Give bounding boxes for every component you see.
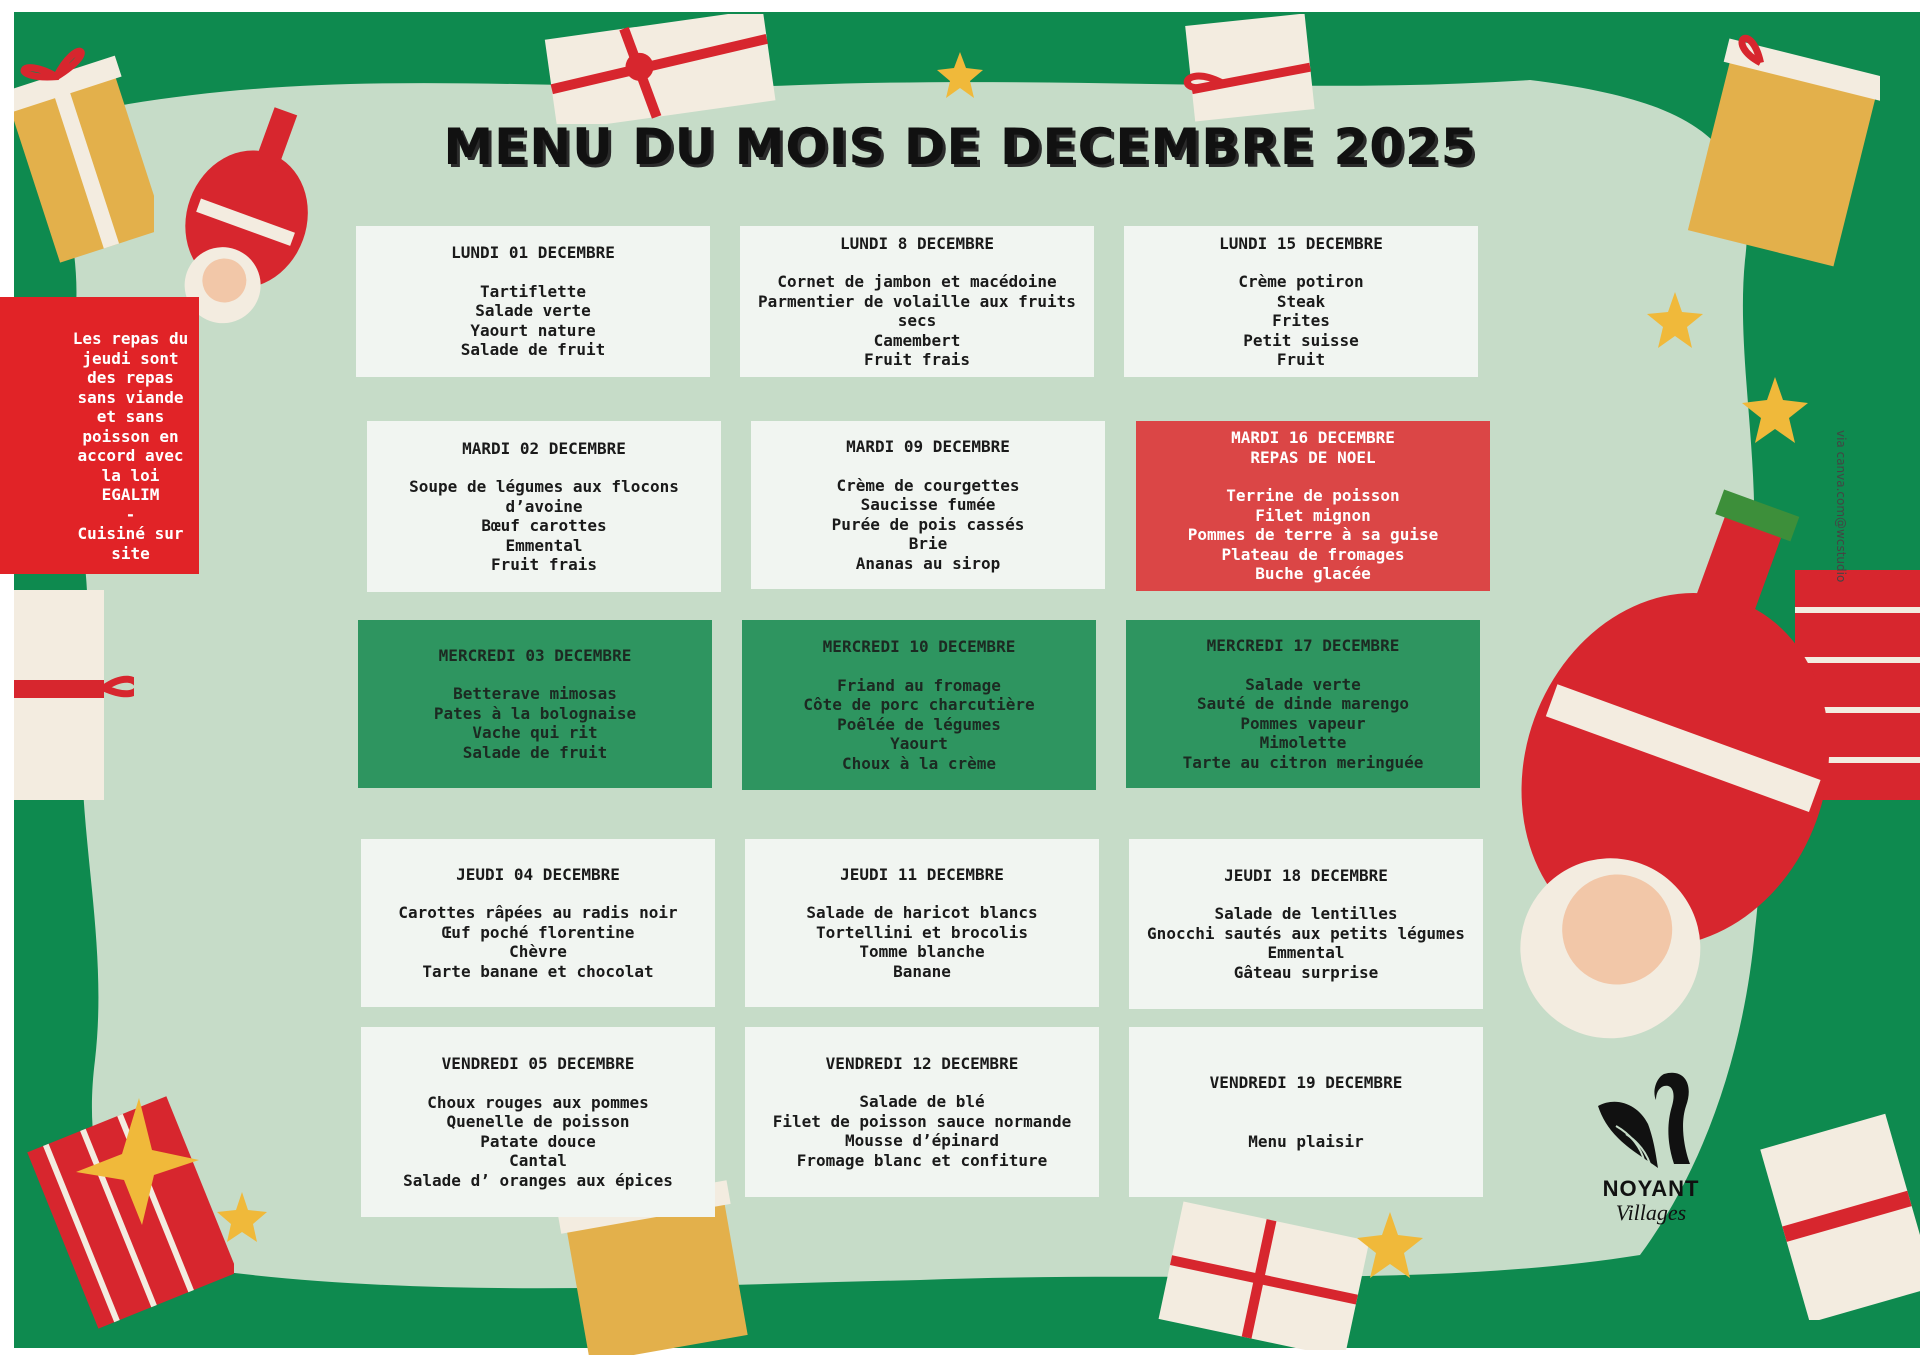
menu-item: Friand au fromage bbox=[837, 675, 1001, 695]
logo-subtitle: Villages bbox=[1615, 1200, 1687, 1225]
menu-item: Filet mignon bbox=[1255, 505, 1371, 525]
card-heading: MERCREDI 10 DECEMBRE bbox=[822, 637, 1016, 656]
menu-item: Betterave mimosas bbox=[453, 684, 617, 704]
menu-item: Quenelle de poisson bbox=[446, 1112, 630, 1131]
menu-item: Salade de fruit bbox=[460, 340, 606, 360]
menu-item: Yaourt bbox=[890, 734, 948, 753]
menu-item: Petit suisse bbox=[1243, 330, 1359, 350]
menu-item: Gâteau surprise bbox=[1233, 962, 1379, 982]
image-credit: via canva.com@wcstudio bbox=[1834, 430, 1848, 583]
menu-item: Brie bbox=[908, 534, 948, 553]
menu-item: Vache qui rit bbox=[472, 723, 598, 743]
logo-name: NOYANT bbox=[1602, 1176, 1700, 1201]
card-heading: MARDI 02 DECEMBRE bbox=[462, 438, 626, 458]
card-heading: MARDI 09 DECEMBRE bbox=[846, 437, 1010, 456]
menu-item: Crème de courgettes bbox=[836, 475, 1020, 495]
card-vendredi-19 bbox=[1129, 1027, 1483, 1197]
star-right-upper bbox=[1645, 290, 1705, 350]
card-heading: VENDREDI 05 DECEMBRE bbox=[441, 1054, 635, 1073]
note-line: des repas bbox=[87, 368, 174, 387]
star-bottom-right bbox=[1355, 1210, 1425, 1280]
note-line: poisson en bbox=[82, 426, 179, 446]
card-mardi-16-christmas bbox=[1136, 421, 1490, 591]
menu-item: Soupe de légumes aux flocons d’avoine bbox=[409, 477, 679, 516]
gift-top-right-small bbox=[1160, 14, 1330, 124]
menu-item: Pommes de terre à sa guise bbox=[1187, 525, 1439, 545]
menu-item: Chèvre bbox=[509, 942, 567, 962]
menu-item: Salade d’ oranges aux épices bbox=[403, 1170, 673, 1190]
noyant-villages-logo bbox=[1586, 1060, 1716, 1240]
note-line: - bbox=[125, 504, 136, 524]
menu-item: Emmental bbox=[1267, 943, 1345, 963]
card-heading: VENDREDI 12 DECEMBRE bbox=[825, 1053, 1019, 1073]
star-top-center bbox=[935, 50, 985, 100]
menu-item: Poêlée de légumes bbox=[837, 714, 1001, 734]
menu-item: Choux rouges aux pommes bbox=[427, 1092, 649, 1112]
card-mercredi-10 bbox=[742, 620, 1096, 790]
menu-item: Salade de lentilles bbox=[1214, 904, 1398, 924]
menu-item: Crème potiron bbox=[1238, 272, 1364, 291]
menu-item: Purée de pois cassés bbox=[831, 514, 1025, 534]
menu-item: Tortellini et brocolis bbox=[816, 922, 1028, 942]
menu-item: Bœuf carottes bbox=[481, 516, 607, 535]
card-jeudi-04 bbox=[361, 839, 715, 1007]
menu-item: Fruit frais bbox=[864, 350, 970, 369]
gift-left-middle bbox=[14, 580, 134, 810]
card-jeudi-11 bbox=[745, 839, 1099, 1007]
card-heading: LUNDI 01 DECEMBRE bbox=[451, 243, 615, 263]
menu-item: Fruit frais bbox=[491, 555, 597, 574]
menu-item: Parmentier de volaille aux fruits secs bbox=[758, 291, 1076, 330]
card-heading: LUNDI 15 DECEMBRE bbox=[1219, 233, 1383, 253]
menu-item: Mousse d’épinard bbox=[844, 1131, 1000, 1151]
gift-top-center bbox=[540, 14, 780, 124]
card-mardi-09 bbox=[751, 421, 1105, 589]
card-mercredi-17 bbox=[1126, 620, 1480, 788]
card-jeudi-18 bbox=[1129, 839, 1483, 1009]
card-heading: JEUDI 04 DECEMBRE bbox=[456, 864, 620, 884]
menu-item: Salade de fruit bbox=[462, 742, 608, 762]
menu-item: Salade verte bbox=[475, 301, 591, 321]
card-mardi-02 bbox=[367, 421, 721, 592]
menu-item: Saucisse fumée bbox=[860, 495, 996, 514]
menu-item: Terrine de poisson bbox=[1226, 486, 1400, 506]
page-title: MENU DU MOIS DE DECEMBRE 2025 bbox=[443, 118, 1477, 176]
card-mercredi-03 bbox=[358, 620, 712, 788]
note-line: site bbox=[111, 543, 150, 563]
note-line: et sans bbox=[96, 407, 165, 426]
card-heading: LUNDI 8 DECEMBRE bbox=[839, 233, 995, 253]
card-heading: VENDREDI 19 DECEMBRE bbox=[1209, 1072, 1403, 1092]
star-bottom-left bbox=[215, 1190, 270, 1245]
card-heading: MARDI 16 DECEMBRE bbox=[1231, 428, 1395, 448]
menu-item: Plateau de fromages bbox=[1221, 544, 1405, 564]
note-line: sans viande bbox=[77, 387, 184, 407]
menu-item: Steak bbox=[1276, 291, 1326, 311]
menu-item: Cornet de jambon et macédoine bbox=[777, 272, 1057, 291]
menu-item: Yaourt nature bbox=[470, 320, 596, 340]
card-subheading: REPAS DE NOEL bbox=[1250, 447, 1376, 467]
gift-bottom-right bbox=[1150, 1200, 1380, 1350]
menu-item: Salade de haricot blancs bbox=[806, 903, 1038, 923]
swan-icon bbox=[1586, 1060, 1716, 1178]
menu-item: Ananas au sirop bbox=[855, 553, 1001, 573]
menu-item: Banane bbox=[893, 961, 951, 981]
card-heading: JEUDI 11 DECEMBRE bbox=[840, 864, 1004, 884]
note-line: la loi EGALIM bbox=[101, 465, 160, 504]
card-lundi-15 bbox=[1124, 226, 1478, 377]
menu-item: Menu plaisir bbox=[1248, 1132, 1364, 1151]
note-line: jeudi sont bbox=[82, 348, 179, 368]
card-heading: JEUDI 18 DECEMBRE bbox=[1224, 865, 1388, 885]
menu-item: Œuf poché florentine bbox=[441, 922, 635, 942]
star-right-middle bbox=[1740, 375, 1810, 445]
menu-item: Buche glacée bbox=[1255, 564, 1371, 584]
menu-item: Gnocchi sautés aux petits légumes bbox=[1147, 923, 1465, 943]
note-line: Les repas du bbox=[72, 329, 189, 348]
menu-item: Fruit bbox=[1276, 350, 1326, 369]
card-lundi-01 bbox=[356, 226, 710, 377]
card-lundi-08 bbox=[740, 226, 1094, 377]
card-heading: MERCREDI 17 DECEMBRE bbox=[1206, 636, 1400, 655]
menu-item: Tarte banane et chocolat bbox=[422, 961, 654, 981]
menu-item: Patate douce bbox=[480, 1131, 596, 1151]
menu-item: Salade de blé bbox=[859, 1092, 985, 1112]
note-line: Cuisiné sur bbox=[77, 524, 184, 543]
card-heading: MERCREDI 03 DECEMBRE bbox=[438, 645, 632, 665]
gift-bottom-left bbox=[14, 1080, 234, 1330]
menu-item: Filet de poisson sauce normande bbox=[772, 1111, 1072, 1131]
menu-item: Tarte au citron meringuée bbox=[1182, 752, 1424, 772]
menu-item: Pommes vapeur bbox=[1240, 713, 1366, 733]
card-vendredi-12 bbox=[745, 1027, 1099, 1197]
menu-item: Choux à la crème bbox=[841, 753, 997, 773]
menu-item: Fromage blanc et confiture bbox=[796, 1150, 1048, 1170]
gift-bottom-right-corner bbox=[1760, 1100, 1920, 1320]
menu-item: Sauté de dinde marengo bbox=[1197, 694, 1409, 713]
menu-item: Emmental bbox=[505, 535, 583, 555]
menu-item: Pates à la bolognaise bbox=[433, 703, 637, 723]
menu-item: Mimolette bbox=[1259, 733, 1347, 752]
menu-item: Salade verte bbox=[1245, 674, 1361, 694]
menu-item: Cantal bbox=[509, 1151, 567, 1170]
menu-item: Carottes râpées au radis noir bbox=[398, 903, 678, 923]
menu-item: Côte de porc charcutière bbox=[803, 695, 1035, 714]
menu-item: Camembert bbox=[873, 330, 961, 350]
note-line: accord avec bbox=[77, 446, 184, 465]
card-vendredi-05 bbox=[361, 1027, 715, 1217]
egalim-note bbox=[0, 297, 199, 574]
menu-item: Frites bbox=[1272, 311, 1330, 330]
menu-item: Tartiflette bbox=[480, 281, 586, 301]
menu-item: Tomme blanche bbox=[859, 942, 985, 962]
